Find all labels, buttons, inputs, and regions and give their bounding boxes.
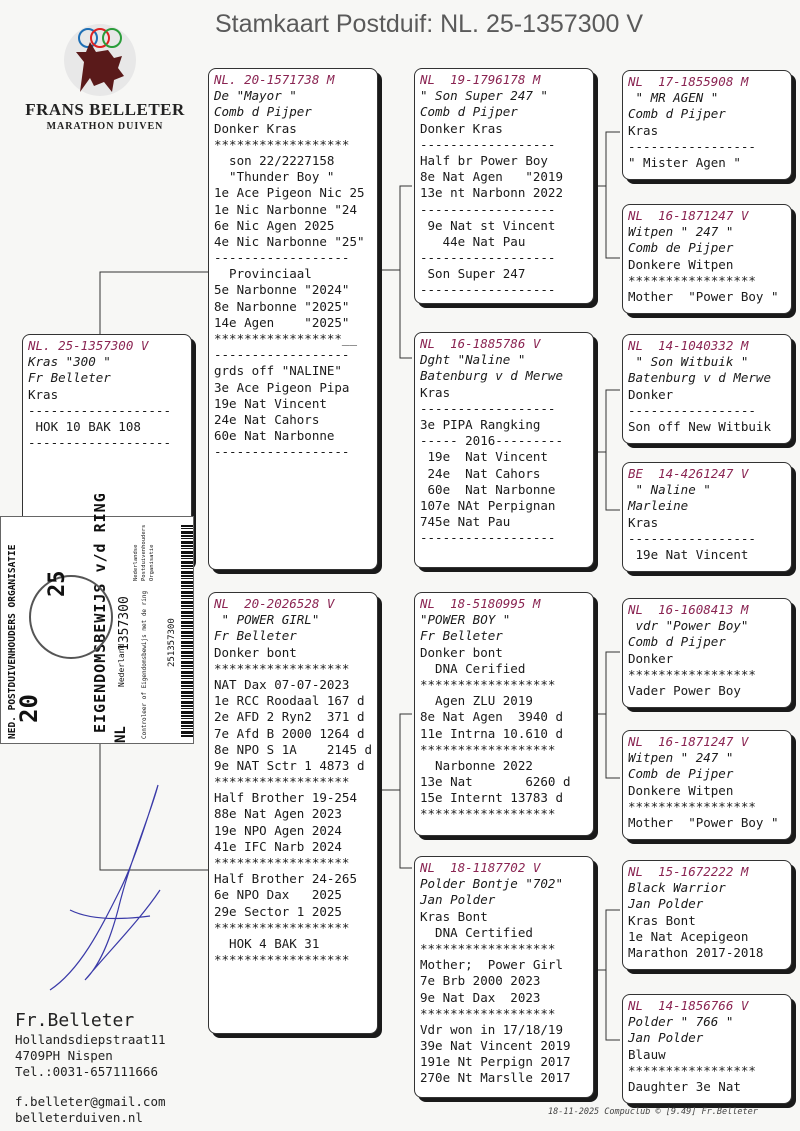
card-line: ****************** — [420, 1005, 556, 1021]
card-line: ****************** — [214, 660, 350, 676]
card-line: Dght "Naline " — [420, 352, 526, 368]
ring-country-code: NL — [113, 726, 129, 743]
card-line: Batenburg v d Merwe — [628, 370, 771, 386]
card-line: 39e Nat Vincent 2019 — [420, 1038, 571, 1054]
card-line: 6e NPO Dax 2025 — [214, 887, 342, 903]
card-line: Kras Bont — [628, 912, 696, 928]
card-line: 19e Nat Vincent — [628, 546, 749, 562]
card-line: " POWER GIRL" — [214, 612, 320, 628]
ring-logo-line3: Organisatie — [149, 544, 155, 581]
mother-card — [208, 592, 378, 1034]
ring-year-top: 25 — [45, 570, 70, 597]
card-line: Kras — [420, 384, 451, 400]
card-line: Donker Kras — [214, 120, 297, 136]
mf-father-card — [622, 598, 792, 708]
card-line: Marleine — [628, 498, 689, 514]
card-line: HOK 4 BAK 31 — [214, 935, 320, 951]
card-line: Polder Bontje "702" — [420, 876, 563, 892]
card-line: ------------------ — [420, 400, 556, 416]
ring-number: NL 15-1672222 M — [628, 864, 749, 879]
card-line: vdr "Power Boy" — [628, 618, 749, 634]
card-line: 19e Nat Vincent — [420, 449, 548, 465]
card-line: " Mister Agen " — [628, 154, 741, 170]
owner-contact — [15, 1010, 166, 1080]
mm-father-card — [622, 860, 792, 970]
card-line: Son Super 247 — [420, 266, 526, 282]
card-line: Comb d Pijper — [628, 106, 726, 122]
card-line: ------------------ — [214, 444, 350, 460]
ring-card-title: EIGENDOMSBEWIJS v/d RING — [91, 492, 109, 733]
card-line: grds off "NALINE" — [214, 363, 342, 379]
card-line: *****************__ — [214, 331, 357, 346]
maternal-grandmother-card — [414, 856, 594, 1098]
father-card — [208, 68, 378, 570]
ring-control-text: Controleer of Eigendomsbewijs met de ring — [141, 590, 148, 739]
card-line: Comb d Pijper — [214, 104, 312, 120]
card-line: Kras — [628, 514, 659, 530]
card-line: Fr Belleter — [214, 628, 297, 644]
card-line: Kras Bont — [420, 908, 488, 924]
card-line: Mother; Power Girl — [420, 957, 563, 973]
card-line: Daughter 3e Nat — [628, 1078, 741, 1094]
card-line: Mother "Power Boy " — [628, 288, 779, 304]
card-line: Half Brother 24-265 — [214, 871, 357, 887]
ff-mother-card — [622, 204, 792, 314]
ring-number: NL 14-1040332 M — [628, 338, 749, 353]
ring-number: NL 14-1856766 V — [628, 998, 749, 1013]
card-line: 4e Nic Narbonne "25" — [214, 233, 365, 249]
card-line: Narbonne 2022 — [420, 757, 533, 773]
card-line: Kras — [28, 386, 59, 402]
card-line: ------------------ — [214, 250, 350, 266]
card-line: Blauw — [628, 1046, 666, 1062]
ring-number: NL 16-1608413 M — [628, 602, 749, 617]
card-line: ----------------- — [628, 402, 756, 418]
ring-number: NL 16-1885786 V — [420, 336, 541, 351]
ring-year-bottom: 20 — [15, 694, 43, 723]
card-line: ----------------- — [628, 530, 756, 546]
card-line: Son off New Witbuik — [628, 418, 771, 434]
card-line: 1e Ace Pigeon Nic 25 — [214, 185, 365, 201]
ring-number: NL 20-2026528 V — [214, 596, 335, 611]
card-line: Polder " 766 " — [628, 1014, 734, 1030]
card-line: 5e Narbonne "2024" — [214, 282, 350, 298]
card-line: 8e Nat Agen 3940 d — [420, 709, 563, 725]
card-line: Jan Polder — [628, 896, 704, 912]
card-line: Comb de Pijper — [628, 766, 734, 782]
card-line: "Thunder Boy " — [214, 169, 335, 185]
card-line: Fr Belleter — [28, 370, 111, 386]
ring-number: NL 16-1871247 V — [628, 734, 749, 749]
ring-barcode-number: 251357300 — [167, 618, 177, 667]
card-line: Donkere Witpen — [628, 782, 734, 798]
ring-number: 1357300 — [117, 596, 132, 651]
ring-number: NL 17-1855908 M — [628, 74, 749, 89]
card-line: Witpen " 247 " — [628, 750, 734, 766]
card-line: 11e Intrna 10.610 d — [420, 725, 563, 741]
card-line: 107e NAt Perpignan — [420, 497, 556, 513]
card-line: Jan Polder — [420, 892, 496, 908]
owner-website[interactable]: belleterduiven.nl — [15, 1110, 143, 1125]
card-line: " MR AGEN " — [628, 90, 719, 106]
card-line: Fr Belleter — [420, 628, 503, 644]
card-line: 2e AFD 2 Ryn2 371 d — [214, 709, 365, 725]
card-line: ------------------ — [420, 250, 556, 266]
card-line: ------------------ — [420, 530, 556, 546]
card-line: ****************** — [214, 952, 350, 968]
card-line: 24e Nat Cahors — [420, 465, 541, 481]
card-line: Agen ZLU 2019 — [420, 693, 533, 709]
card-line: " Son Super 247 " — [420, 88, 548, 104]
card-line: ------------------- — [28, 435, 171, 451]
card-line: 270e Nt Marslle 2017 — [420, 1070, 571, 1086]
card-line: DNA Cerified — [420, 660, 526, 676]
card-line: "POWER BOY " — [420, 612, 511, 628]
card-line: " Son Witbuik " — [628, 354, 749, 370]
card-line: 191e Nt Perpign 2017 — [420, 1054, 571, 1070]
card-line: ------------------ — [420, 201, 556, 217]
card-line: ------------------ — [420, 282, 556, 298]
card-line: ****************** — [420, 676, 556, 692]
card-line: 8e Nat Agen "2019 — [420, 169, 563, 185]
owner-email[interactable]: f.belleter@gmail.com — [15, 1094, 166, 1109]
card-line: Donker Kras — [420, 120, 503, 136]
ring-logo-line2: Postduivenhouders — [141, 524, 147, 581]
card-line: ----------------- — [628, 138, 756, 154]
owner-web — [15, 1094, 166, 1126]
card-line: Vader Power Boy — [628, 682, 741, 698]
card-line: 14e Agen "2025" — [214, 314, 350, 330]
card-line: Comb d Pijper — [628, 634, 726, 650]
ring-number: NL. 20-1571738 M — [214, 72, 335, 87]
card-line: 1e Nat Acepigeon — [628, 928, 749, 944]
card-line: ***************** — [628, 666, 756, 682]
brand-tagline: MARATHON DUIVEN — [46, 121, 164, 132]
card-line: 13e nt Narbonn 2022 — [420, 185, 563, 201]
card-line: 24e Nat Cahors — [214, 411, 320, 427]
ff-father-card — [622, 70, 792, 180]
ring-ownership-card — [0, 492, 194, 744]
ring-number: NL 19-1796178 M — [420, 72, 541, 87]
card-line: ***************** — [628, 272, 756, 288]
card-line: 13e Nat 6260 d — [420, 774, 571, 790]
ring-number: NL 16-1871247 V — [628, 208, 749, 223]
card-line: Marathon 2017-2018 — [628, 944, 764, 960]
fm-mother-card — [622, 462, 792, 572]
ring-number: NL 18-1187702 V — [420, 860, 541, 875]
signature-icon — [40, 770, 200, 1000]
card-line: ****************** — [214, 136, 350, 152]
card-line: ****************** — [420, 741, 556, 757]
card-line: son 22/2227158 — [214, 152, 335, 168]
ring-number: NL 18-5180995 M — [420, 596, 541, 611]
card-line: Comb de Pijper — [628, 240, 734, 256]
card-line: 60e Nat Narbonne — [420, 481, 556, 497]
card-line: ****************** — [420, 940, 556, 956]
card-line: " Naline " — [628, 482, 711, 498]
card-line: 9e NAT Sctr 1 4873 d — [214, 757, 365, 773]
card-line: 7e Brb 2000 2023 — [420, 973, 541, 989]
card-line: Kras "300 " — [28, 354, 111, 370]
card-line: 44e Nat Pau — [420, 233, 526, 249]
card-line: ------------------ — [420, 136, 556, 152]
card-line: Donker bont — [214, 644, 297, 660]
paternal-grandmother-card — [414, 332, 594, 568]
card-line: 19e Nat Vincent — [214, 395, 327, 411]
card-line: HOK 10 BAK 108 — [28, 418, 141, 434]
ring-country: Nederland — [117, 643, 126, 687]
card-line: 41e IFC Narb 2024 — [214, 838, 342, 854]
card-line: NAT Dax 07-07-2023 — [214, 676, 350, 692]
card-line: Mother "Power Boy " — [628, 814, 779, 830]
card-line: ****************** — [214, 919, 350, 935]
card-line: De "Mayor " — [214, 88, 297, 104]
page-title: Stamkaart Postduif: NL. 25-1357300 V — [215, 10, 644, 38]
paternal-grandfather-card — [414, 68, 594, 304]
mm-mother-card — [622, 994, 792, 1104]
card-line: 9e Nat st Vincent — [420, 217, 556, 233]
footer-credit: 18-11-2025 Compuclub © [9.49] Fr.Belleter — [548, 1107, 758, 1117]
card-line: 3e PIPA Rangking — [420, 416, 541, 432]
card-line: Kras — [628, 122, 659, 138]
card-line: Comb d Pijper — [420, 104, 518, 120]
ring-number: NL. 25-1357300 V — [28, 338, 149, 353]
card-line: 60e Nat Narbonne — [214, 428, 335, 444]
maternal-grandfather-card — [414, 592, 594, 836]
card-line: 1e Nic Narbonne "24 — [214, 201, 357, 217]
card-line: ****************** — [214, 855, 350, 870]
ring-number: BE 14-4261247 V — [628, 466, 749, 481]
fm-father-card — [622, 334, 792, 444]
brand-name: FRANS BELLETER — [25, 100, 185, 119]
card-line: 745e Nat Pau — [420, 514, 511, 530]
mf-mother-card — [622, 730, 792, 840]
card-line: 8e NPO S 1A 2145 d — [214, 741, 373, 757]
card-line: 29e Sector 1 2025 — [214, 903, 342, 919]
ring-logo-line1: Nederlandse — [133, 544, 139, 581]
card-line: 3e Ace Pigeon Pipa — [214, 379, 350, 395]
card-line: Donkere Witpen — [628, 256, 734, 272]
ring-card-org: NED. POSTDUIVENHOUDERS ORGANISATIE — [7, 544, 18, 739]
card-line: Black Warrior — [628, 880, 726, 896]
card-line: ----- 2016--------- — [420, 433, 563, 449]
owner-name: Fr.Belleter — [15, 1010, 135, 1031]
owner-city: 4709PH Nispen — [15, 1048, 113, 1063]
card-line: Donker — [628, 650, 674, 666]
barcode-icon — [181, 525, 193, 737]
card-line: Half Brother 19-254 — [214, 790, 357, 806]
card-line: Witpen " 247 " — [628, 224, 734, 240]
card-line: 15e Internt 13783 d — [420, 790, 563, 806]
card-line: 7e Afd B 2000 1264 d — [214, 725, 365, 741]
card-line: ------------------ — [214, 347, 350, 363]
card-line: ***************** — [628, 1062, 756, 1078]
card-line: Donker — [628, 386, 674, 402]
card-line: Batenburg v d Merwe — [420, 368, 563, 384]
card-line: 9e Nat Dax 2023 — [420, 989, 541, 1005]
owner-phone: Tel.:0031-657111666 — [15, 1064, 158, 1079]
card-line: ****************** — [420, 806, 556, 822]
card-line: Donker bont — [420, 644, 503, 660]
card-line: 1e RCC Roodaal 167 d — [214, 693, 365, 709]
card-line: 6e Nic Agen 2025 — [214, 217, 335, 233]
card-line: ****************** — [214, 774, 350, 790]
card-line: 19e NPO Agen 2024 — [214, 822, 342, 838]
card-line: 88e Nat Agen 2023 — [214, 806, 342, 822]
card-line: DNA Certified — [420, 924, 533, 940]
card-line: ------------------- — [28, 402, 171, 418]
card-line: Provinciaal — [214, 266, 312, 282]
card-line: Vdr won in 17/18/19 — [420, 1021, 563, 1037]
card-line: 8e Narbonne "2025" — [214, 298, 350, 314]
ring-seal-icon — [29, 575, 113, 659]
card-line: ***************** — [628, 798, 756, 814]
owner-street: Hollandsdiepstraat11 — [15, 1032, 166, 1047]
card-line: Jan Polder — [628, 1030, 704, 1046]
card-line: Half br Power Boy — [420, 152, 548, 168]
